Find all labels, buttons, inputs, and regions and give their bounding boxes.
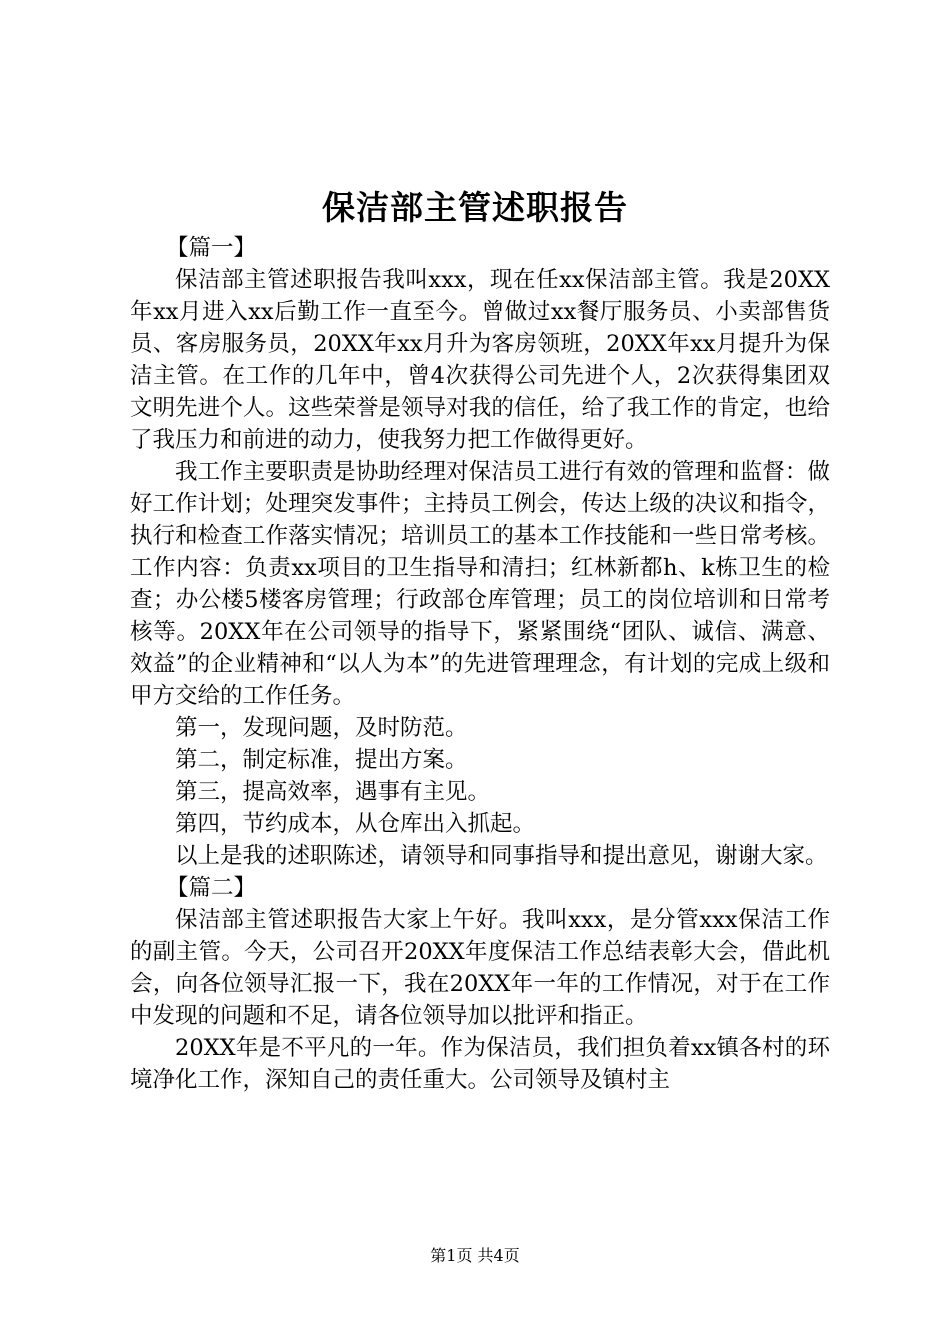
paragraph: 我工作主要职责是协助经理对保洁员工进行有效的管理和监督：做好工作计划；处理突发事件；主持员工例会，传达上级的决议和指令，执行和检查工作落实情况；培训员工的基本工作技能和一些日常考核。工作内容：负责xx项目的卫生指导和清扫；红林新都h、k栋卫生的检查；办公楼5楼客房管理；行政部仓库管理；员工的岗位培训和日常考核等。20XX年在公司领导的指导下，紧紧围绕“团队、诚信、满意、效益”的企业精神和“以人为本”的先进管理理念，有计划的完成上级和甲方交给的工作任务。: [130, 459, 830, 709]
paragraph: 第三，提高效率，遇事有主见。: [175, 779, 491, 805]
paragraph: 以上是我的述职陈述，请领导和同事指导和提出意见，谢谢大家。: [175, 843, 828, 869]
paragraph: 第四，节约成本，从仓库出入抓起。: [175, 811, 536, 837]
section-heading-2: 【篇二】: [166, 875, 257, 901]
section-heading-1: 【篇一】: [166, 235, 257, 261]
page-number-footer: 第1页 共4页: [430, 1246, 520, 1265]
page-title: 保洁部主管述职报告: [322, 188, 628, 227]
paragraph: 保洁部主管述职报告大家上午好。我叫xxx，是分管xxx保洁工作的副主管。今天，公司召开20XX年度保洁工作总结表彰大会，借此机会，向各位领导汇报一下，我在20XX年一年的工作情况，对于在工作中发现的问题和不足，请各位领导加以批评和指正。: [130, 907, 830, 1029]
paragraph: 第一，发现问题，及时防范。: [175, 715, 468, 741]
document-body: [130, 232, 830, 1096]
paragraph: 第二，制定标准，提出方案。: [175, 747, 468, 773]
paragraph: 20XX年是不平凡的一年。作为保洁员，我们担负着xx镇各村的环境净化工作，深知自己的责任重大。公司领导及镇村主: [130, 1035, 830, 1093]
paragraph: 保洁部主管述职报告我叫xxx，现在任xx保洁部主管。我是20XX年xx月进入xx后勤工作一直至今。曾做过xx餐厅服务员、小卖部售货员、客房服务员，20XX年xx月升为客房领班，20XX年xx月提升为保洁主管。在工作的几年中，曾4次获得公司先进个人，2次获得集团双文明先进个人。这些荣誉是领导对我的信任，给了我工作的肯定，也给了我压力和前进的动力，使我努力把工作做得更好。: [130, 267, 830, 453]
